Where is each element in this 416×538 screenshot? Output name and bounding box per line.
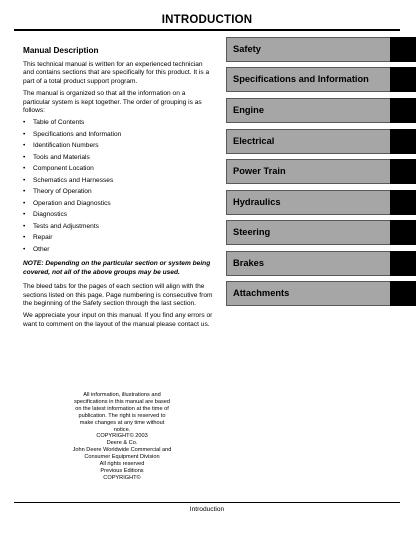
paragraph-organization: The manual is organized so that all the information on a particular system is kept together. The order of grouping is as follows: [23,90,202,115]
list-item: • Component Location [23,165,213,173]
list-item: • Schematics and Harnesses [23,177,213,185]
copyright-line: COPYRIGHT© [103,474,141,481]
tab-brakes[interactable] [226,251,402,276]
tab-label: Power Train [233,166,286,176]
section-heading: Manual Description [23,46,99,55]
tab-attachments[interactable] [226,281,402,306]
grouping-list [23,119,213,254]
tab-label: Safety [233,44,261,54]
tab-power-train[interactable] [226,159,402,184]
copyright-notice [60,392,184,482]
copyright-line: John Deere Worldwide Commercial and [72,447,172,454]
tab-label: Steering [233,227,271,237]
tab-label: Attachments [233,288,290,298]
tab-label: Brakes [233,258,265,268]
copyright-line: Previous Editions [100,467,144,474]
bleed-tab-marker [390,190,416,215]
list-item: • Specifications and Information [23,131,213,139]
page-title: INTRODUCTION [161,14,253,26]
copyright-line: notice. [113,426,131,433]
list-item: • Other [23,246,213,254]
bleed-tab-marker [390,281,416,306]
tab-hydraulics[interactable] [226,190,402,215]
copyright-line: make changes at any time without [79,419,165,426]
tab-label: Specifications and Information [233,74,369,84]
list-item: • Tests and Adjustments [23,223,213,231]
tab-electrical[interactable] [226,129,402,154]
bleed-tab-marker [390,129,416,154]
title-rule [14,29,400,31]
bleed-tab-marker [390,159,416,184]
list-item: • Operation and Diagnostics [23,200,213,208]
manual-description [23,46,213,333]
paragraph-bleed-tabs: The bleed tabs for the pages of each section will align with the sections listed on this page. Page numbering is consecutive from the beginning of the Safety section through the last section. [23,283,213,307]
tab-specifications[interactable] [226,67,402,92]
bleed-tab-marker [390,98,416,123]
tab-label: Hydraulics [233,197,281,207]
list-item: • Identification Numbers [23,142,213,150]
copyright-line: Consumer Equipment Division [84,454,160,461]
list-item: • Diagnostics [23,211,213,219]
bleed-tab-marker [390,37,416,62]
footer-rule [14,502,400,503]
copyright-line: COPYRIGHT© 2003 [96,433,148,440]
list-item: • Repair [23,234,213,242]
tab-safety[interactable] [226,37,402,62]
copyright-line: publication. The right is reserved to [78,412,166,419]
tab-engine[interactable] [226,98,402,123]
copyright-line: specifications in this manual are based [73,398,171,405]
bleed-tab-marker [390,220,416,245]
copyright-line: All rights reserved [99,461,145,468]
tab-steering[interactable] [226,220,402,245]
note-text: NOTE: Depending on the particular section or system being covered, not all of the above groups may be used. [23,260,211,276]
tab-label: Electrical [233,136,275,146]
copyright-line: Deere & Co. [106,440,138,447]
bleed-tab-marker [390,251,416,276]
bleed-tab-marker [390,67,416,92]
paragraph-intro: This technical manual is written for an experienced technician and contains sections that are specifically for this product. It is a part of a total product support program. [23,61,210,85]
list-item: • Tools and Materials [23,154,213,162]
copyright-line: All information, illustrations and [83,392,161,398]
list-item: • Theory of Operation [23,188,213,196]
list-item: • Table of Contents [23,119,213,127]
footer-section-name: Introduction [189,506,225,513]
copyright-line: on the latest information at the time of [75,405,169,412]
tab-label: Engine [233,105,264,115]
paragraph-feedback: We appreciate your input on this manual. If you find any errors or want to comment on the layout of the manual please contact us. [23,312,213,328]
